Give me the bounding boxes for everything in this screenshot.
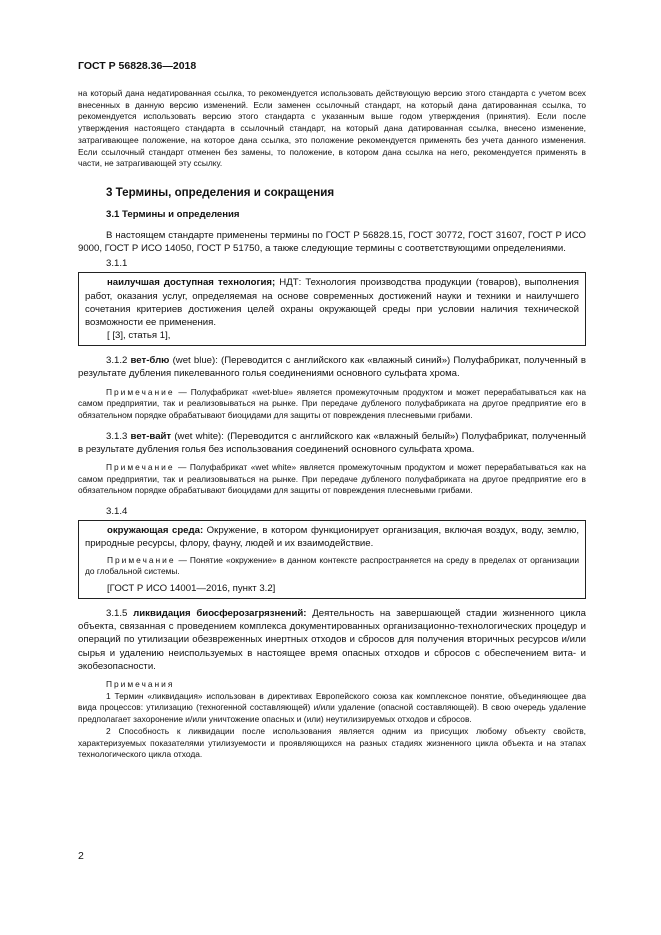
term-3-1-3-note-label: Примечание [106, 462, 175, 473]
term-3-1-2-term: вет-блю [130, 355, 170, 367]
term-3-1-4-definition: Окружение, в котором функционирует организация, включая воздух, воду, землю, природные ресурсы, флору, фауну, людей и их взаимодействие. [85, 525, 579, 550]
term-3-1-4-note-label: Примечание [107, 554, 176, 565]
term-3-1-2-note [78, 387, 586, 422]
term-3-1-5-text [78, 607, 586, 673]
term-3-1-3-definition: (wet white): (Переводится с английского как «влажный белый») Полуфабрикат, полученный в результате дубления голья без использования соединений основного сульфата хрома. [78, 430, 586, 455]
section-3-lead: В настоящем стандарте применены термины по ГОСТ Р 56828.15, ГОСТ 30772, ГОСТ 31607, ГОСТ Р ИСО 9000, ГОСТ Р ИСО 14050, ГОСТ Р 51750, а также следующие термины с соответствующими определениями. [78, 229, 586, 255]
section-3-1-title: 3.1 Термины и определения [106, 208, 240, 220]
term-3-1-3-note [78, 462, 586, 497]
term-3-1-5-number: 3.1.5 [106, 607, 128, 619]
term-3-1-5-note-1: 1 Термин «ликвидация» использован в директивах Европейского союза как комплексное понятие, объединяющее два вида процессов: утилизацию (техногенной составляющей) и/или удаление (опасной составляющей). В свою очередь удаление предполагает захоронение и/или уничтожение опасных и (или) неутилизируемых отходов и сбросов. [78, 690, 586, 725]
term-3-1-1-text [85, 276, 579, 329]
term-3-1-5-definition: Деятельность на завершающей стадии жизненного цикла объекта, связанная с проведением комплекса документированных организационно-технологических процедур и операций по утилизации обезвреженных инертных отходов и сбросов для получения вторичных ресурсов и/или сырья и удалению неиспользуемых в настоящее время опасных отходов и сбросов с обеспечением вита- и экобезопасности. [78, 607, 587, 672]
document-body [78, 88, 586, 761]
term-3-1-4-number: 3.1.4 [106, 506, 128, 518]
term-3-1-2-text [78, 354, 586, 380]
term-3-1-5-note-2: 2 Способность к ликвидации после использования является одним из присущих любому объекту свойств, характеризуемых показателями утилизуемости и проявляющихся на разных стадиях жизненного цикла объекта и на этапах технологического цикла отхода. [78, 725, 586, 760]
term-3-1-2-number: 3.1.2 [106, 355, 128, 367]
term-3-1-4-term: окружающая среда: [107, 525, 204, 537]
term-3-1-5-notes-label: Примечания [106, 679, 175, 689]
term-3-1-1-source: [ [3], статья 1], [107, 330, 171, 342]
term-3-1-2-note-label: Примечание [106, 386, 175, 397]
term-3-1-2-note-text: — Полуфабрикат «wet-blue» является промежуточным продуктом и может перерабатываться как на самом предприятии, так и реализовываться на рынке. При передаче дубленого полуфабриката на другое предприятие его в обязательном порядке обрабатывают биоцидами для защиты от повреждения плесневыми грибами. [78, 386, 586, 420]
term-3-1-1-term: наилучшая доступная технология; [107, 277, 276, 289]
term-3-1-4-box [78, 520, 586, 599]
term-3-1-4-text [85, 524, 579, 550]
term-3-1-5-term: ликвидация биосферозагрязнений: [133, 607, 307, 619]
term-3-1-3-number: 3.1.3 [106, 430, 128, 442]
term-3-1-1-definition: НДТ: Технология производства продукции (товаров), выполнения работ, оказания услуг, определяемая на основе современных достижений науки и техники и наилучшего сочетания критериев достижения целей охраны окружающей среды при условии наличия технической возможности ее применения. [85, 277, 579, 328]
term-3-1-4-source: [ГОСТ Р ИСО 14001—2016, пункт 3.2] [107, 582, 276, 594]
term-3-1-1-box [78, 272, 586, 346]
term-3-1-3-note-text: — Полуфабрикат «wet white» является промежуточным продуктом и может перерабатываться как на самом предприятии, так и реализовываться на рынке. При передаче дубленого полуфабриката на другое предприятие его в обязательном порядке обрабатывают биоцидами для защиты от повреждения плесневыми грибами. [78, 462, 586, 496]
term-3-1-2-definition: (wet blue): (Переводится с английского как «влажный синий») Полуфабрикат, полученный в результате дубления пикелеванного голья соединениями основного сульфата хрома. [78, 355, 586, 380]
term-3-1-4-note-text: — Понятие «окружение» в данном контексте распространяется на среду в пределах от организации до глобальной системы. [85, 554, 579, 577]
term-3-1-1-number: 3.1.1 [106, 258, 128, 270]
term-3-1-3-text [78, 430, 586, 456]
term-3-1-4-note [85, 555, 579, 578]
section-3-title: 3 Термины, определения и сокращения [106, 185, 335, 199]
document-header: ГОСТ Р 56828.36—2018 [78, 60, 197, 72]
page-number: 2 [78, 850, 84, 862]
intro-paragraph: на который дана недатированная ссылка, то рекомендуется использовать действующую версию этого стандарта с учетом всех внесенных в данную версию изменений. Если заменен ссылочный стандарт, на который дана датированная ссылка, то рекомендуется использовать версию этого стандарта с указанным выше годом утверждения (принятия). Если после утверждения настоящего стандарта в ссылочный стандарт, на который дана датированная ссылка, внесено изменение, затрагивающее положение, на которое дана ссылка, это положение рекомендуется применять без учета данного изменения. Если ссылочный стандарт отменен без замены, то положение, в котором дана ссылка на него, рекомендуется применять в части, не затрагивающей эту ссылку. [78, 88, 586, 169]
term-3-1-3-term: вет-вайт [130, 430, 172, 442]
